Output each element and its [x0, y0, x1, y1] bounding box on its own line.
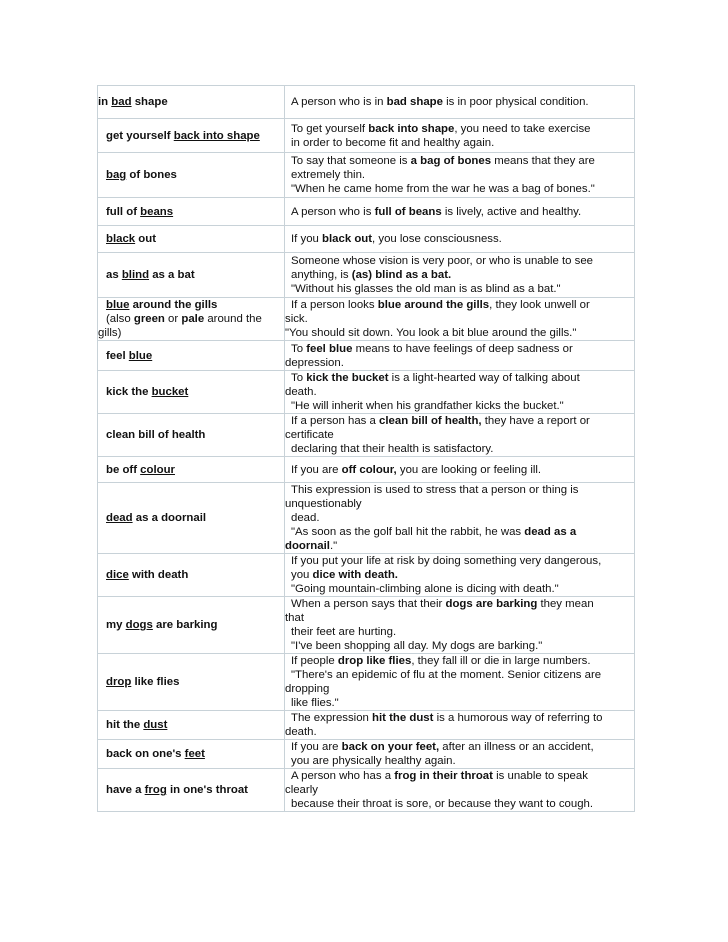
keyword-underlined: dust: [143, 719, 168, 731]
keyword-underlined: dead: [106, 512, 133, 524]
idiom-term-cell: [98, 153, 285, 198]
text-segment: This expression is used to stress that a person or thing is: [291, 484, 579, 496]
text-segment: in: [98, 96, 112, 108]
table-row: [98, 198, 635, 226]
keyword-underlined: bad: [111, 96, 132, 108]
text-segment: "He will inherit when his grandfather kicks the bucket.": [291, 400, 564, 412]
definition-line: [285, 654, 634, 668]
idiom-definition-cell: [285, 711, 635, 740]
text-segment: If a person looks: [291, 299, 378, 311]
definition-line: [285, 136, 634, 150]
definition-line: [285, 122, 634, 136]
keyword-underlined: frog: [144, 784, 167, 796]
text-segment: pale: [181, 313, 205, 325]
term-line: [98, 95, 284, 109]
text-segment: If you: [291, 233, 323, 245]
text-segment: "When he came home from the war he was a bag of bones.": [291, 183, 595, 195]
definition-line: [285, 442, 634, 456]
table-row: [98, 371, 635, 414]
idiom-term-cell: [98, 740, 285, 769]
idiom-definition-cell: [285, 119, 635, 153]
keyword-underlined: dice: [106, 569, 129, 581]
term-line: [98, 232, 284, 246]
text-segment: To: [291, 342, 307, 355]
text-segment: If people: [291, 655, 338, 667]
idiom-bold: bad shape: [386, 96, 443, 108]
idiom-term-cell: [98, 198, 285, 226]
idiom-definition-cell: [285, 86, 635, 119]
table-row: [98, 769, 635, 812]
text-segment: my: [106, 619, 126, 631]
definition-line: [285, 554, 634, 568]
definition-line: [285, 754, 634, 768]
text-segment: To: [291, 372, 307, 384]
text-segment: A person who has a: [291, 770, 395, 782]
text-segment: their feet are hurting.: [291, 626, 397, 638]
text-segment: have a: [106, 784, 145, 796]
text-segment: feel: [106, 349, 129, 362]
text-segment: as: [106, 269, 122, 281]
text-segment: clearly: [285, 784, 318, 796]
definition-line: [285, 463, 634, 477]
text-segment: , you need to take exercise: [454, 122, 591, 135]
table-row: [98, 119, 635, 153]
idiom-bold: hit the dust: [372, 712, 434, 724]
definition-line: [285, 298, 634, 312]
definition-line: [285, 205, 634, 219]
idiom-bold: feel blue: [306, 342, 353, 355]
idiom-bold: off colour,: [341, 463, 397, 476]
text-segment: hit the: [106, 719, 144, 731]
idiom-bold: dogs are barking: [445, 598, 538, 610]
text-segment: you are looking or feeling ill.: [396, 463, 542, 476]
definition-line: [285, 483, 634, 497]
idiom-term-cell: [98, 341, 285, 371]
idiom-term-cell: [98, 769, 285, 812]
idiom-term-cell: [98, 457, 285, 483]
text-segment: death.: [285, 726, 317, 738]
text-segment: gills): [98, 327, 122, 339]
text-segment: Someone whose vision is very poor, or who is unable to see: [291, 255, 594, 267]
definition-line: [285, 282, 634, 296]
text-segment: as a doornail: [132, 512, 207, 524]
table-row: [98, 341, 635, 371]
text-segment: is a humorous way of referring to: [433, 712, 603, 724]
idiom-bold: a bag of bones: [410, 155, 492, 167]
idiom-bold: (as) blind as a bat.: [351, 269, 452, 281]
text-segment: certificate: [285, 429, 334, 441]
keyword-underlined: blue: [106, 299, 130, 311]
idiom-term-cell: [98, 226, 285, 253]
idiom-bold: kick the bucket: [306, 372, 389, 384]
keyword-underlined: dogs: [125, 619, 153, 631]
text-segment: like flies: [131, 676, 180, 688]
definition-line: [285, 371, 634, 385]
text-segment: clean bill of health: [106, 429, 206, 441]
table-row: [98, 740, 635, 769]
text-segment: is in poor physical condition.: [442, 96, 589, 108]
idiom-bold: dead as a: [524, 526, 577, 538]
text-segment: after an illness or an accident,: [439, 741, 594, 753]
term-line: [98, 349, 284, 363]
text-segment: around the: [204, 313, 262, 325]
idiom-definition-cell: [285, 153, 635, 198]
idiom-term-cell: [98, 298, 285, 341]
text-segment: they have a report or: [481, 415, 590, 427]
idiom-term-cell: [98, 554, 285, 597]
idiom-term-cell: [98, 119, 285, 153]
table-row: [98, 483, 635, 554]
text-segment: means to have feelings of deep sadness or: [352, 342, 573, 355]
definition-line: [285, 168, 634, 182]
text-segment: kick the: [106, 386, 152, 398]
definition-line: [285, 254, 634, 268]
definition-line: [285, 268, 634, 282]
definition-line: [285, 740, 634, 754]
definition-line: [285, 711, 634, 725]
keyword-underlined: blind: [121, 269, 150, 281]
table-row: [98, 654, 635, 711]
text-segment: The expression: [291, 712, 373, 724]
definition-line: [285, 356, 634, 370]
text-segment: (also: [106, 313, 134, 325]
idiom-definition-cell: [285, 253, 635, 298]
term-line: [98, 129, 284, 143]
text-segment: out: [135, 233, 157, 245]
text-segment: green: [133, 313, 165, 325]
term-line: [98, 385, 284, 399]
idiom-term-cell: [98, 371, 285, 414]
idiom-definition-cell: [285, 654, 635, 711]
idiom-term-cell: [98, 597, 285, 654]
text-segment: because their throat is sore, or because they want to cough.: [291, 798, 594, 810]
definition-line: [285, 399, 634, 413]
idiom-definition-cell: [285, 341, 635, 371]
definition-line: [285, 525, 634, 539]
definition-line: [285, 725, 634, 739]
term-line: [98, 428, 284, 442]
table-row: [98, 253, 635, 298]
term-line: [98, 675, 284, 689]
definition-line: [285, 797, 634, 811]
text-segment: with death: [128, 569, 189, 581]
definition-line: [285, 769, 634, 783]
definition-line: [285, 539, 634, 553]
idiom-bold: doornail: [285, 540, 330, 552]
idiom-definition-cell: [285, 597, 635, 654]
text-segment: they mean: [537, 598, 594, 610]
keyword-underlined: drop: [106, 676, 132, 688]
text-segment: in one's throat: [166, 784, 248, 796]
text-segment: To say that someone is: [291, 155, 411, 167]
keyword-underlined: back into shape: [173, 129, 260, 142]
definition-line: [285, 385, 634, 399]
text-segment: back on one's: [106, 748, 185, 760]
text-segment: is unable to speak: [492, 770, 588, 782]
idiom-definition-cell: [285, 414, 635, 457]
term-line: [98, 718, 284, 732]
text-segment: , they look unwell or: [489, 299, 590, 311]
definition-line: [285, 668, 634, 682]
text-segment: If a person has a: [291, 415, 380, 427]
definition-line: [285, 182, 634, 196]
term-line: [98, 783, 284, 797]
term-line: [98, 168, 284, 182]
text-segment: dead.: [291, 512, 320, 524]
text-segment: .": [329, 540, 338, 552]
text-segment: means that they are: [491, 155, 595, 167]
definition-line: [285, 639, 634, 653]
idiom-bold: back on your feet,: [341, 741, 440, 753]
text-segment: To get yourself: [291, 122, 369, 135]
text-segment: shape: [131, 96, 168, 108]
definition-line: [285, 312, 634, 326]
text-segment: "As soon as the golf ball hit the rabbit, he was: [291, 526, 525, 538]
text-segment: of bones: [126, 169, 177, 181]
definition-line: [285, 428, 634, 442]
idiom-bold: dice with death.: [312, 569, 398, 581]
text-segment: extremely thin.: [291, 169, 366, 181]
table-row: [98, 298, 635, 341]
text-segment: that: [285, 612, 304, 624]
idiom-definition-cell: [285, 226, 635, 253]
text-segment: around the gills: [129, 299, 218, 311]
table-row: [98, 86, 635, 119]
idiom-term-cell: [98, 711, 285, 740]
idiom-term-cell: [98, 86, 285, 119]
table-row: [98, 153, 635, 198]
keyword-underlined: colour: [140, 463, 175, 476]
keyword-underlined: bag: [106, 169, 127, 181]
text-segment: A person who is in: [291, 96, 387, 108]
definition-line: [285, 625, 634, 639]
text-segment: , they fall ill or die in large numbers.: [411, 655, 591, 667]
text-segment: in order to become fit and healthy again.: [291, 136, 495, 149]
table-row: [98, 554, 635, 597]
definition-line: [285, 582, 634, 596]
keyword-underlined: feet: [184, 748, 205, 760]
definition-line: [285, 568, 634, 582]
definition-line: [285, 232, 634, 246]
definition-line: [285, 682, 634, 696]
idiom-term-cell: [98, 483, 285, 554]
text-segment: death.: [285, 386, 317, 398]
text-segment: declaring that their health is satisfactory.: [291, 443, 494, 455]
idiom-definition-cell: [285, 298, 635, 341]
text-segment: If you put your life at risk by doing something very dangerous,: [291, 555, 602, 567]
text-segment: is a light-hearted way of talking about: [388, 372, 580, 384]
definition-line: [285, 414, 634, 428]
idiom-bold: black out: [322, 233, 373, 245]
idioms-table: [97, 85, 635, 812]
text-segment: you: [291, 569, 313, 581]
idiom-term-cell: [98, 414, 285, 457]
idiom-bold: clean bill of health,: [379, 415, 482, 427]
table-row: [98, 457, 635, 483]
definition-line: [285, 511, 634, 525]
text-segment: "I've been shopping all day. My dogs are barking.": [291, 640, 543, 652]
idiom-term-cell: [98, 253, 285, 298]
table-row: [98, 597, 635, 654]
text-segment: anything, is: [291, 269, 352, 281]
text-segment: "There's an epidemic of flu at the moment. Senior citizens are: [291, 669, 602, 681]
definition-line: [285, 154, 634, 168]
text-segment: When a person says that their: [291, 598, 446, 610]
idiom-term-cell: [98, 654, 285, 711]
keyword-underlined: blue: [128, 349, 153, 362]
term-line: [98, 463, 284, 477]
definition-line: [285, 696, 634, 710]
text-segment: get yourself: [106, 129, 174, 142]
definition-line: [285, 497, 634, 511]
text-segment: full of: [106, 205, 141, 218]
text-segment: , you lose consciousness.: [372, 233, 502, 245]
idiom-bold: full of beans: [374, 205, 442, 218]
definition-line: [285, 611, 634, 625]
text-segment: is lively, active and healthy.: [441, 205, 582, 218]
text-segment: or: [164, 313, 182, 325]
idiom-definition-cell: [285, 198, 635, 226]
keyword-underlined: bucket: [151, 386, 189, 398]
text-segment: as a bat: [149, 269, 195, 281]
text-segment: "Without his glasses the old man is as blind as a bat.": [291, 283, 561, 295]
text-segment: dropping: [285, 683, 330, 695]
text-segment: sick.: [285, 313, 308, 325]
definition-line: [285, 326, 634, 340]
keyword-underlined: black: [106, 233, 136, 245]
table-row: [98, 711, 635, 740]
term-line: [98, 268, 284, 282]
text-segment: "Going mountain-climbing alone is dicing with death.": [291, 583, 559, 595]
text-segment: you are physically healthy again.: [291, 755, 456, 767]
text-segment: "You should sit down. You look a bit blue around the gills.": [285, 327, 577, 339]
term-line: [98, 511, 284, 525]
text-segment: A person who is: [291, 205, 375, 218]
idiom-bold: blue around the gills: [377, 299, 490, 311]
text-segment: If you are: [291, 463, 342, 476]
table-row: [98, 414, 635, 457]
term-line: [98, 298, 284, 312]
idiom-definition-cell: [285, 769, 635, 812]
idiom-bold: back into shape: [368, 122, 455, 135]
term-line: [98, 312, 284, 326]
keyword-underlined: beans: [140, 205, 174, 218]
idiom-definition-cell: [285, 740, 635, 769]
definition-line: [285, 95, 634, 109]
term-line: [98, 568, 284, 582]
term-line: [98, 747, 284, 761]
idiom-definition-cell: [285, 554, 635, 597]
idiom-bold: drop like flies: [337, 655, 412, 667]
idioms-table-body: [98, 86, 635, 812]
definition-line: [285, 783, 634, 797]
text-segment: like flies.": [291, 697, 339, 709]
text-segment: If you are: [291, 741, 342, 753]
term-line: [98, 326, 284, 340]
text-segment: be off: [106, 463, 141, 476]
text-segment: are barking: [152, 619, 218, 631]
idiom-definition-cell: [285, 483, 635, 554]
idiom-bold: frog in their throat: [394, 770, 493, 782]
definition-line: [285, 342, 634, 356]
text-segment: depression.: [285, 356, 344, 369]
definition-line: [285, 597, 634, 611]
term-line: [98, 205, 284, 219]
term-line: [98, 618, 284, 632]
idiom-definition-cell: [285, 371, 635, 414]
text-segment: unquestionably: [285, 498, 362, 510]
table-row: [98, 226, 635, 253]
idiom-definition-cell: [285, 457, 635, 483]
